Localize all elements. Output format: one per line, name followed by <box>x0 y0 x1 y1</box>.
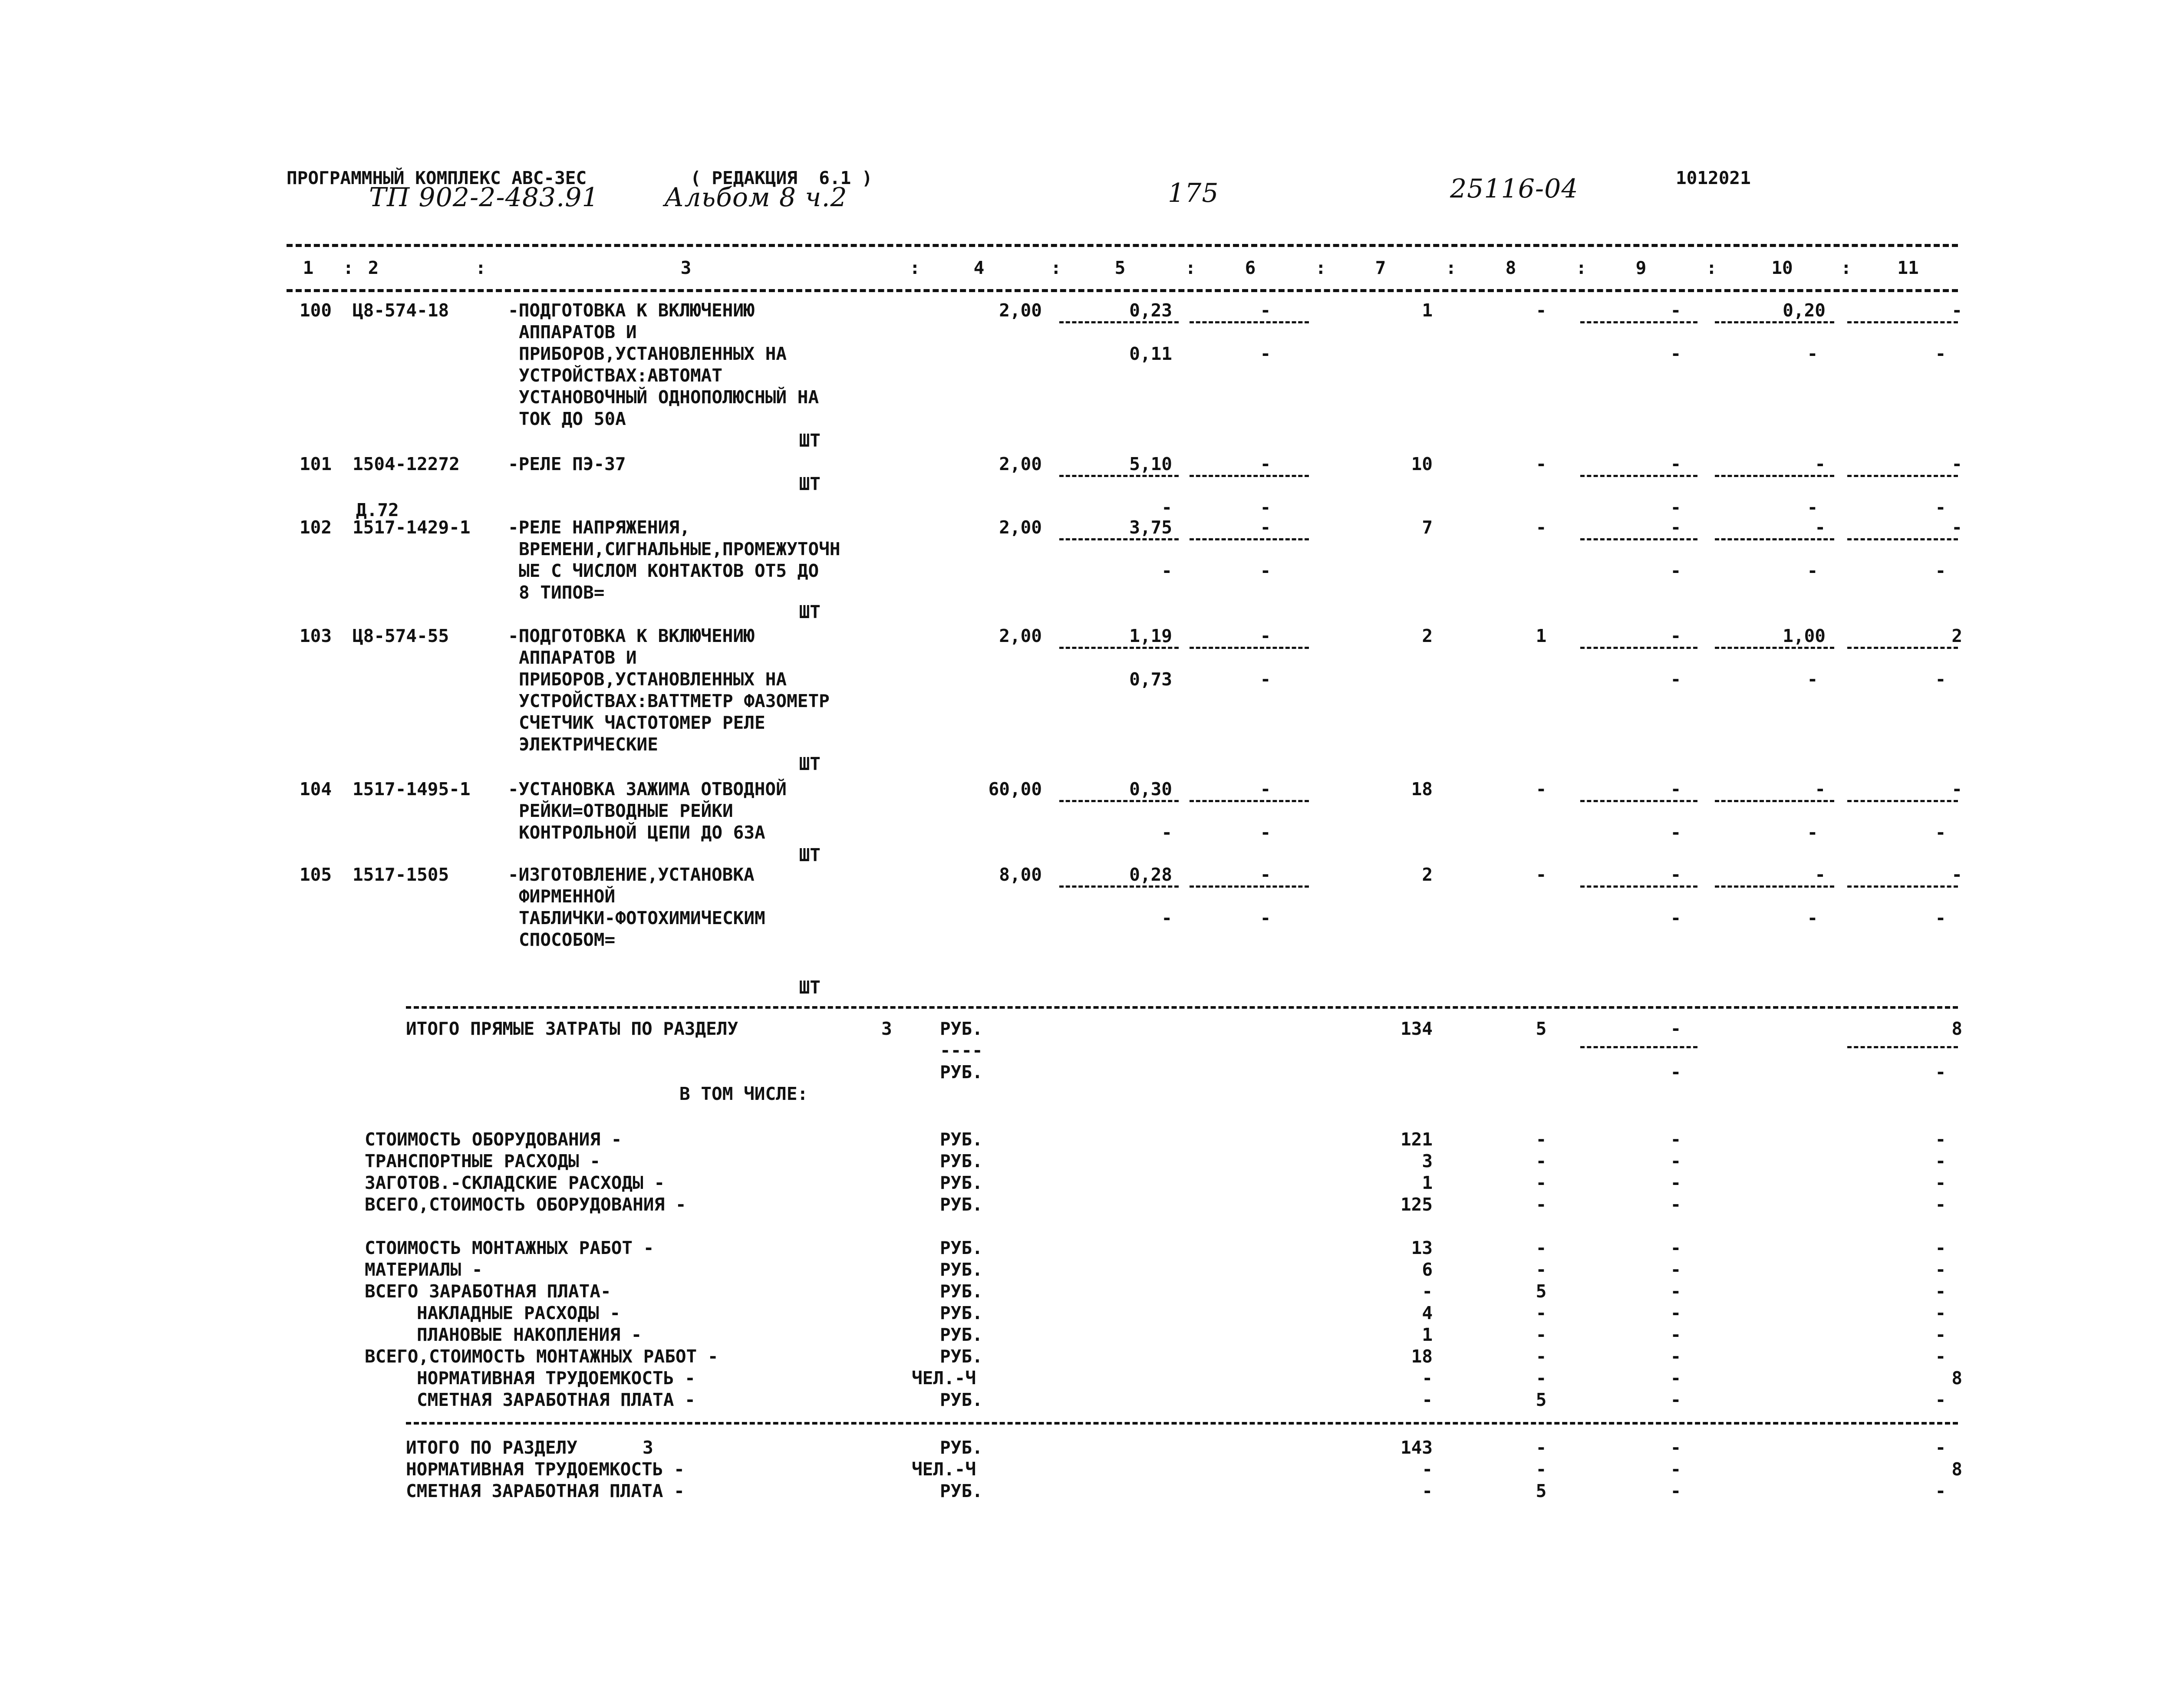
breakdown-unit: РУБ. <box>940 1281 983 1302</box>
item-number: 101 <box>300 454 332 474</box>
item-col6: - <box>1260 517 1271 538</box>
item-description-line: -РЕЛЕ НАПРЯЖЕНИЯ, <box>508 517 690 538</box>
subrow-rule <box>1847 647 1958 649</box>
item-code: 1517-1495-1 <box>353 779 471 800</box>
rub-dash: ---- <box>940 1040 983 1061</box>
item-number: 103 <box>300 625 332 646</box>
item-col7: 10 <box>1411 454 1433 474</box>
direct-costs-col11: 8 <box>1951 1018 1962 1039</box>
subrow-rule <box>1847 885 1958 888</box>
subrow-rule <box>1190 321 1309 323</box>
direct-costs-col9-2: - <box>1670 1062 1681 1083</box>
subrow-rule <box>1715 538 1834 540</box>
breakdown-unit: РУБ. <box>940 1172 983 1193</box>
item-col6: - <box>1260 454 1271 474</box>
item-col7: 7 <box>1422 517 1433 538</box>
direct-costs-label: ИТОГО ПРЯМЫЕ ЗАТРАТЫ ПО РАЗДЕЛУ <box>406 1018 738 1039</box>
column-number: 7 <box>1375 257 1386 278</box>
item-col8: - <box>1536 517 1547 538</box>
subrow-rule <box>1190 647 1309 649</box>
subrow-rule <box>1190 475 1309 477</box>
section-total-number: 3 <box>643 1437 653 1458</box>
subrow-rule <box>1190 538 1309 540</box>
breakdown-col7: - <box>1422 1389 1433 1410</box>
item-unit: ШТ <box>799 845 821 866</box>
item-col9-sub: - <box>1670 497 1681 518</box>
item-code: Ц8-574-55 <box>353 625 449 646</box>
item-description-line: ЭЛЕКТРИЧЕСКИЕ <box>519 734 658 755</box>
subrow-rule <box>1715 885 1834 888</box>
item-description-line: -ИЗГОТОВЛЕНИЕ,УСТАНОВКА <box>508 864 755 885</box>
breakdown-unit: РУБ. <box>940 1389 983 1410</box>
item-code: Ц8-574-18 <box>353 300 449 321</box>
section-total-col8: - <box>1536 1437 1547 1458</box>
item-col10: - <box>1815 454 1826 474</box>
subrow-rule <box>1715 321 1834 323</box>
column-separator: : <box>910 257 920 278</box>
column-number: 4 <box>973 257 985 278</box>
section-total-col9: - <box>1670 1437 1681 1458</box>
breakdown-col8: 5 <box>1536 1281 1547 1302</box>
subrow-rule <box>1847 321 1958 323</box>
breakdown-col11: - <box>1935 1303 1946 1323</box>
column-separator: : <box>1841 257 1852 278</box>
breakdown-label: МАТЕРИАЛЫ - <box>365 1259 483 1280</box>
subrow-rule <box>1190 885 1309 888</box>
handwritten-album: Альбом 8 ч.2 <box>664 182 847 213</box>
breakdown-col9: - <box>1670 1346 1681 1367</box>
item-col5: 5,10 <box>1129 454 1172 474</box>
breakdown-col7: 18 <box>1411 1346 1433 1367</box>
breakdown-col8: - <box>1536 1194 1547 1215</box>
item-col8: 1 <box>1536 625 1547 646</box>
item-quantity: 60,00 <box>988 779 1042 800</box>
section-total-col9: - <box>1670 1459 1681 1480</box>
breakdown-label: ВСЕГО ЗАРАБОТНАЯ ПЛАТА- <box>365 1281 611 1302</box>
item-unit: ШТ <box>799 602 821 622</box>
item-quantity: 2,00 <box>999 625 1042 646</box>
item-col5-sub: - <box>1161 908 1172 928</box>
breakdown-col8: - <box>1536 1346 1547 1367</box>
breakdown-col9: - <box>1670 1172 1681 1193</box>
item-description-line: ФИРМЕННОЙ <box>519 886 616 907</box>
breakdown-col7: 125 <box>1400 1194 1433 1215</box>
item-col10-sub: - <box>1807 669 1818 690</box>
breakdown-col7: 121 <box>1400 1129 1433 1150</box>
item-code: 1517-1429-1 <box>353 517 471 538</box>
item-description-line: -ПОДГОТОВКА К ВКЛЮЧЕНИЮ <box>508 625 755 646</box>
header-rule-top <box>287 244 1958 247</box>
breakdown-unit: РУБ. <box>940 1303 983 1323</box>
section-total-col8: - <box>1536 1459 1547 1480</box>
item-description-line: УСТРОЙСТВАХ:ВАТТМЕТР ФАЗОМЕТР <box>519 691 830 711</box>
column-separator: : <box>1185 257 1196 278</box>
breakdown-col8: - <box>1536 1324 1547 1345</box>
item-col6-sub: - <box>1260 908 1271 928</box>
column-number: 6 <box>1245 257 1256 278</box>
breakdown-label: ПЛАНОВЫЕ НАКОПЛЕНИЯ - <box>417 1324 642 1345</box>
breakdown-col11: - <box>1935 1389 1946 1410</box>
subrow-rule <box>1847 1046 1958 1048</box>
breakdown-col8: - <box>1536 1237 1547 1258</box>
breakdown-unit: РУБ. <box>940 1346 983 1367</box>
item-col9-sub: - <box>1670 560 1681 581</box>
item-col11-sub: - <box>1935 908 1946 928</box>
subrow-rule <box>1059 321 1179 323</box>
item-unit: ШТ <box>799 430 821 451</box>
subrow-rule <box>1715 647 1834 649</box>
breakdown-col9: - <box>1670 1151 1681 1172</box>
column-separator: : <box>1446 257 1457 278</box>
breakdown-col11: - <box>1935 1151 1946 1172</box>
item-description-line: ВРЕМЕНИ,СИГНАЛЬНЫЕ,ПРОМЕЖУТОЧН <box>519 539 840 559</box>
breakdown-label: НАКЛАДНЫЕ РАСХОДЫ - <box>417 1303 620 1323</box>
column-separator: : <box>1315 257 1326 278</box>
handwritten-project: ТП 902-2-483.91 <box>369 182 599 213</box>
item-col5-sub: - <box>1161 822 1172 843</box>
section-total-col9: - <box>1670 1481 1681 1501</box>
breakdown-col7: 1 <box>1422 1324 1433 1345</box>
subrow-rule <box>1580 647 1697 649</box>
item-col9-sub: - <box>1670 908 1681 928</box>
item-description-line: 8 ТИПОВ= <box>519 582 605 603</box>
breakdown-unit: РУБ. <box>940 1129 983 1150</box>
item-col7: 18 <box>1411 779 1433 800</box>
section-total-col11: - <box>1935 1481 1946 1501</box>
item-col9: - <box>1670 625 1681 646</box>
item-number: 100 <box>300 300 332 321</box>
item-col6-sub: - <box>1260 560 1271 581</box>
header-rule-bottom <box>287 289 1958 292</box>
subrow-rule <box>1190 800 1309 802</box>
subrow-rule <box>1715 475 1834 477</box>
item-col10: - <box>1815 517 1826 538</box>
breakdown-col7: 3 <box>1422 1151 1433 1172</box>
item-col8: - <box>1536 454 1547 474</box>
section-total-unit: РУБ. <box>940 1481 983 1501</box>
column-number: 9 <box>1635 257 1647 278</box>
column-number: 1 <box>303 257 314 278</box>
breakdown-unit: РУБ. <box>940 1324 983 1345</box>
item-description-line: -ПОДГОТОВКА К ВКЛЮЧЕНИЮ <box>508 300 755 321</box>
item-col10-sub: - <box>1807 908 1818 928</box>
section-total-col7: 143 <box>1400 1437 1433 1458</box>
direct-costs-unit-2: РУБ. <box>940 1062 983 1083</box>
item-col11-sub: - <box>1935 822 1946 843</box>
item-col10: 1,00 <box>1783 625 1826 646</box>
column-separator: : <box>343 257 354 278</box>
totals-rule <box>406 1006 1958 1009</box>
edition-label: ( РЕДАКЦИЯ 6.1 ) <box>690 168 873 188</box>
item-col9-sub: - <box>1670 822 1681 843</box>
item-code: 1517-1505 <box>353 864 449 885</box>
item-col10-sub: - <box>1807 822 1818 843</box>
item-col8: - <box>1536 864 1547 885</box>
breakdown-unit: РУБ. <box>940 1151 983 1172</box>
subrow-rule <box>1059 885 1179 888</box>
column-separator: : <box>1576 257 1587 278</box>
item-col10-sub: - <box>1807 343 1818 364</box>
breakdown-col9: - <box>1670 1129 1681 1150</box>
breakdown-col9: - <box>1670 1281 1681 1302</box>
column-number: 10 <box>1771 257 1793 278</box>
breakdown-label: ВСЕГО,СТОИМОСТЬ МОНТАЖНЫХ РАБОТ - <box>365 1346 718 1367</box>
item-quantity: 8,00 <box>999 864 1042 885</box>
breakdown-col9: - <box>1670 1194 1681 1215</box>
breakdown-col8: - <box>1536 1303 1547 1323</box>
breakdown-col8: - <box>1536 1368 1547 1389</box>
section-total-col8: 5 <box>1536 1481 1547 1501</box>
item-col7: 2 <box>1422 864 1433 885</box>
breakdown-col7: - <box>1422 1281 1433 1302</box>
breakdown-col7: 1 <box>1422 1172 1433 1193</box>
item-col11-sub: - <box>1935 669 1946 690</box>
breakdown-col9: - <box>1670 1368 1681 1389</box>
item-quantity: 2,00 <box>999 517 1042 538</box>
column-number: 3 <box>680 257 692 278</box>
item-col10-sub: - <box>1807 560 1818 581</box>
subrow-rule <box>1059 647 1179 649</box>
item-col11-sub: - <box>1935 560 1946 581</box>
breakdown-col7: 6 <box>1422 1259 1433 1280</box>
item-col7: 1 <box>1422 300 1433 321</box>
item-col8: - <box>1536 300 1547 321</box>
direct-costs-col11-2: - <box>1935 1062 1946 1083</box>
item-description-line: ТОК ДО 50А <box>519 408 626 429</box>
item-description-line: ПРИБОРОВ,УСТАНОВЛЕННЫХ НА <box>519 343 787 364</box>
item-col11: - <box>1951 779 1962 800</box>
item-col7: 2 <box>1422 625 1433 646</box>
column-separator: : <box>1051 257 1061 278</box>
item-number: 105 <box>300 864 332 885</box>
breakdown-col7: 4 <box>1422 1303 1433 1323</box>
item-col11: - <box>1951 300 1962 321</box>
item-col9: - <box>1670 454 1681 474</box>
program-title: ПРОГРАММНЫЙ КОМПЛЕКС АВС-3ЕС <box>287 168 587 188</box>
section-total-label: ИТОГО ПО РАЗДЕЛУ <box>406 1437 577 1458</box>
direct-costs-unit: РУБ. <box>940 1018 983 1039</box>
direct-costs-col7: 134 <box>1400 1018 1433 1039</box>
breakdown-label: ВСЕГО,СТОИМОСТЬ ОБОРУДОВАНИЯ - <box>365 1194 686 1215</box>
item-col10: - <box>1815 864 1826 885</box>
column-number: 5 <box>1114 257 1126 278</box>
item-col11: - <box>1951 864 1962 885</box>
section-total-unit: РУБ. <box>940 1437 983 1458</box>
subrow-rule <box>1580 885 1697 888</box>
breakdown-col11: - <box>1935 1324 1946 1345</box>
breakdown-col8: - <box>1536 1151 1547 1172</box>
breakdown-label: СТОИМОСТЬ МОНТАЖНЫХ РАБОТ - <box>365 1237 654 1258</box>
section-total-col7: - <box>1422 1459 1433 1480</box>
breakdown-col8: - <box>1536 1129 1547 1150</box>
item-unit: ШТ <box>799 754 821 774</box>
breakdown-col11: - <box>1935 1346 1946 1367</box>
subrow-rule <box>1847 538 1958 540</box>
item-col6: - <box>1260 864 1271 885</box>
subrow-rule <box>1847 475 1958 477</box>
breakdown-col11: - <box>1935 1259 1946 1280</box>
breakdown-col11: - <box>1935 1129 1946 1150</box>
section-total-unit: ЧЕЛ.-Ч <box>912 1459 976 1480</box>
item-col11: 2 <box>1951 625 1962 646</box>
item-unit: ШТ <box>799 474 821 494</box>
item-col5: 1,19 <box>1129 625 1172 646</box>
breakdown-col9: - <box>1670 1259 1681 1280</box>
column-number: 8 <box>1505 257 1516 278</box>
breakdown-col9: - <box>1670 1324 1681 1345</box>
item-col9: - <box>1670 864 1681 885</box>
breakdown-unit: РУБ. <box>940 1194 983 1215</box>
item-col10: 0,20 <box>1783 300 1826 321</box>
item-col6-sub: - <box>1260 669 1271 690</box>
item-description-line: ТАБЛИЧКИ-ФОТОХИМИЧЕСКИМ <box>519 908 765 928</box>
subrow-rule <box>1059 538 1179 540</box>
breakdown-col11: - <box>1935 1194 1946 1215</box>
breakdown-label: СТОИМОСТЬ ОБОРУДОВАНИЯ - <box>365 1129 622 1150</box>
item-col8: - <box>1536 779 1547 800</box>
item-code: 1504-12272 <box>353 454 460 474</box>
item-col6: - <box>1260 625 1271 646</box>
item-col6-sub: - <box>1260 343 1271 364</box>
item-quantity: 2,00 <box>999 454 1042 474</box>
item-col5-sub: 0,11 <box>1129 343 1172 364</box>
section-total-label: СМЕТНАЯ ЗАРАБОТНАЯ ПЛАТА - <box>406 1481 685 1501</box>
column-number: 11 <box>1897 257 1919 278</box>
breakdown-col11: - <box>1935 1237 1946 1258</box>
direct-costs-col8: 5 <box>1536 1018 1547 1039</box>
breakdown-col9: - <box>1670 1303 1681 1323</box>
handwritten-doc-number: 25116-04 <box>1450 174 1579 204</box>
direct-costs-col9: - <box>1670 1018 1681 1039</box>
item-description-line: УСТРОЙСТВАХ:АВТОМАТ <box>519 365 722 386</box>
including-label: В ТОМ ЧИСЛЕ: <box>679 1083 808 1104</box>
subrow-rule <box>1059 800 1179 802</box>
breakdown-label: ЗАГОТОВ.-СКЛАДСКИЕ РАСХОДЫ - <box>365 1172 665 1193</box>
item-col6-sub: - <box>1260 822 1271 843</box>
section-rule <box>406 1422 1958 1425</box>
subrow-rule <box>1580 538 1697 540</box>
item-unit: ШТ <box>799 977 821 998</box>
breakdown-col9: - <box>1670 1237 1681 1258</box>
breakdown-col7: - <box>1422 1368 1433 1389</box>
breakdown-label: ТРАНСПОРТНЫЕ РАСХОДЫ - <box>365 1151 601 1172</box>
item-col9: - <box>1670 517 1681 538</box>
breakdown-col7: 13 <box>1411 1237 1433 1258</box>
handwritten-page-number: 175 <box>1168 178 1219 208</box>
item-description-line: СПОСОБОМ= <box>519 929 616 950</box>
item-description-line: РЕЙКИ=ОТВОДНЫЕ РЕЙКИ <box>519 800 733 821</box>
item-description-line: УСТАНОВОЧНЫЙ ОДНОПОЛЮСНЫЙ НА <box>519 387 819 408</box>
direct-costs-section: 3 <box>881 1018 892 1039</box>
item-col9-sub: - <box>1670 669 1681 690</box>
item-col6-sub: - <box>1260 497 1271 518</box>
item-col9: - <box>1670 779 1681 800</box>
item-col5-sub: 0,73 <box>1129 669 1172 690</box>
item-col11: - <box>1951 454 1962 474</box>
subrow-rule <box>1059 475 1179 477</box>
breakdown-col9: - <box>1670 1389 1681 1410</box>
item-col5: 0,28 <box>1129 864 1172 885</box>
subrow-rule <box>1715 800 1834 802</box>
item-col9: - <box>1670 300 1681 321</box>
breakdown-unit: ЧЕЛ.-Ч <box>912 1368 976 1389</box>
item-col6: - <box>1260 779 1271 800</box>
item-description-line: СЧЕТЧИК ЧАСТОТОМЕР РЕЛЕ <box>519 712 765 733</box>
item-col5: 0,23 <box>1129 300 1172 321</box>
item-quantity: 2,00 <box>999 300 1042 321</box>
item-col5: 0,30 <box>1129 779 1172 800</box>
item-col5-sub: - <box>1161 497 1172 518</box>
item-col11-sub: - <box>1935 497 1946 518</box>
item-description-line: -УСТАНОВКА ЗАЖИМА ОТВОДНОЙ <box>508 779 787 800</box>
breakdown-col8: - <box>1536 1172 1547 1193</box>
breakdown-col8: 5 <box>1536 1389 1547 1410</box>
section-total-col11: - <box>1935 1437 1946 1458</box>
breakdown-unit: РУБ. <box>940 1259 983 1280</box>
item-col10-sub: - <box>1807 497 1818 518</box>
subrow-rule <box>1847 800 1958 802</box>
breakdown-col11: 8 <box>1951 1368 1962 1389</box>
column-separator: : <box>1706 257 1717 278</box>
item-col5-sub: - <box>1161 560 1172 581</box>
breakdown-label: СМЕТНАЯ ЗАРАБОТНАЯ ПЛАТА - <box>417 1389 695 1410</box>
column-separator: : <box>475 257 486 278</box>
breakdown-label: НОРМАТИВНАЯ ТРУДОЕМКОСТЬ - <box>417 1368 695 1389</box>
section-total-col11: 8 <box>1951 1459 1962 1480</box>
section-total-label: НОРМАТИВНАЯ ТРУДОЕМКОСТЬ - <box>406 1459 685 1480</box>
item-col11-sub: - <box>1935 343 1946 364</box>
item-col9-sub: - <box>1670 343 1681 364</box>
item-description-line: -РЕЛЕ ПЭ-37 <box>508 454 626 474</box>
subrow-rule <box>1580 1046 1697 1048</box>
item-col10: - <box>1815 779 1826 800</box>
item-note: Д.72 <box>356 500 399 520</box>
document-code: 1012021 <box>1676 168 1751 188</box>
item-number: 102 <box>300 517 332 538</box>
column-number: 2 <box>368 257 379 278</box>
item-description-line: АППАРАТОВ И <box>519 647 637 668</box>
item-col6: - <box>1260 300 1271 321</box>
item-number: 104 <box>300 779 332 800</box>
item-description-line: КОНТРОЛЬНОЙ ЦЕПИ ДО 63А <box>519 822 765 843</box>
item-description-line: АППАРАТОВ И <box>519 322 637 342</box>
breakdown-col11: - <box>1935 1172 1946 1193</box>
breakdown-col8: - <box>1536 1259 1547 1280</box>
section-total-col7: - <box>1422 1481 1433 1501</box>
subrow-rule <box>1580 321 1697 323</box>
breakdown-unit: РУБ. <box>940 1237 983 1258</box>
item-description-line: ПРИБОРОВ,УСТАНОВЛЕННЫХ НА <box>519 669 787 690</box>
subrow-rule <box>1580 800 1697 802</box>
item-description-line: ЫЕ С ЧИСЛОМ КОНТАКТОВ ОТ5 ДО <box>519 560 819 581</box>
subrow-rule <box>1580 475 1697 477</box>
breakdown-col11: - <box>1935 1281 1946 1302</box>
item-col5: 3,75 <box>1129 517 1172 538</box>
item-col11: - <box>1951 517 1962 538</box>
